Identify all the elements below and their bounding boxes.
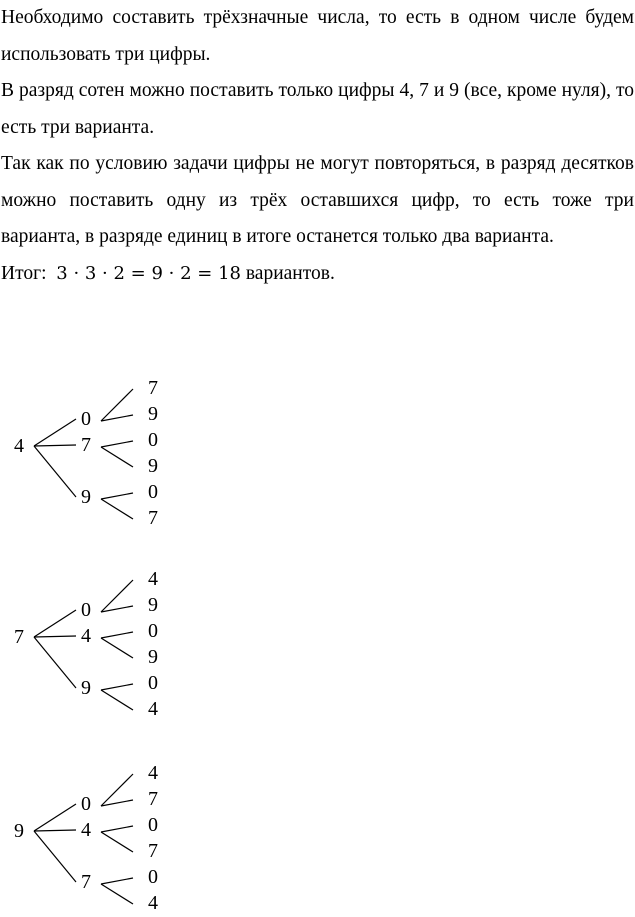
tree-leaf-digit: 9 [148,646,158,668]
tree-leaf-digit: 0 [148,672,158,694]
tree-leaf-digit: 4 [148,892,158,914]
tree-leaf-line [101,638,133,658]
tree-leaf-line [101,441,133,447]
tree-leaf-line [101,632,133,638]
tree-branch-digit: 4 [81,819,91,841]
paragraph-1: Необходимо составить трёхзначные числа, то есть в одном числе будем использовать три цифры. [1,7,634,65]
tree-leaf-line [101,884,133,904]
tree-root-branch-line [34,445,76,446]
result-suffix: вариантов. [245,262,335,284]
tree-branch-digit: 0 [81,599,91,621]
tree-leaf-digit: 7 [148,377,158,399]
tree-root-branch-line [34,636,76,637]
tree-leaf-line [101,878,133,884]
tree-leaf-digit: 7 [148,840,158,862]
tree-branch-digit: 0 [81,793,91,815]
tree-branch-digit: 9 [81,677,91,699]
tree-root-branch-line [34,446,76,497]
tree-leaf-line [101,684,133,690]
tree-branch-digit: 9 [81,486,91,508]
paragraph-2: В разряд сотен можно поставить только цифры 4, 7 и 9 (все, кроме нуля), то есть три варианта. [1,80,634,138]
tree-leaf-digit: 9 [148,594,158,616]
tree-leaf-line [101,499,133,519]
tree-branch-digit: 7 [81,871,91,893]
tree-leaf-digit: 4 [148,568,158,590]
tree-root-branch-line [34,610,76,637]
paragraph-3: Так как по условию задачи цифры не могут повторяться, в разряд десятков можно поставить одну из трёх оставшихся цифр, то есть тоже три варианта, в разряде единиц в итоге останется только два варианта. [1,153,634,247]
tree-root-branch-line [34,831,76,882]
tree-leaf-digit: 4 [148,698,158,720]
tree-leaf-line [101,447,133,467]
tree-root-branch-line [34,419,76,446]
tree-root-branch-line [34,830,76,831]
tree-leaf-line [101,493,133,499]
tree-root-branch-line [34,804,76,831]
tree-leaf-line [101,690,133,710]
tree-root-branch-line [34,637,76,688]
tree-leaf-digit: 7 [148,788,158,810]
tree-branch-digit: 7 [81,434,91,456]
tree-leaf-digit: 0 [148,481,158,503]
tree-leaf-digit: 9 [148,403,158,425]
tree-branch-digit: 4 [81,625,91,647]
tree-leaf-digit: 9 [148,455,158,477]
tree-leaf-line [101,826,133,832]
result-expression: 3 · 3 · 2 = 9 · 2 = 18 [56,262,241,284]
tree-leaf-line [101,832,133,852]
tree-branch-digit: 0 [81,408,91,430]
tree-leaf-digit: 0 [148,814,158,836]
result-label: Итог: [1,262,47,284]
tree-root-digit: 7 [14,626,24,648]
tree-leaf-digit: 0 [148,429,158,451]
tree-leaf-digit: 0 [148,620,158,642]
tree-leaf-digit: 4 [148,762,158,784]
tree-root-digit: 4 [14,435,24,457]
tree-root-digit: 9 [14,820,24,842]
tree-leaf-digit: 0 [148,866,158,888]
tree-leaf-digit: 7 [148,507,158,529]
